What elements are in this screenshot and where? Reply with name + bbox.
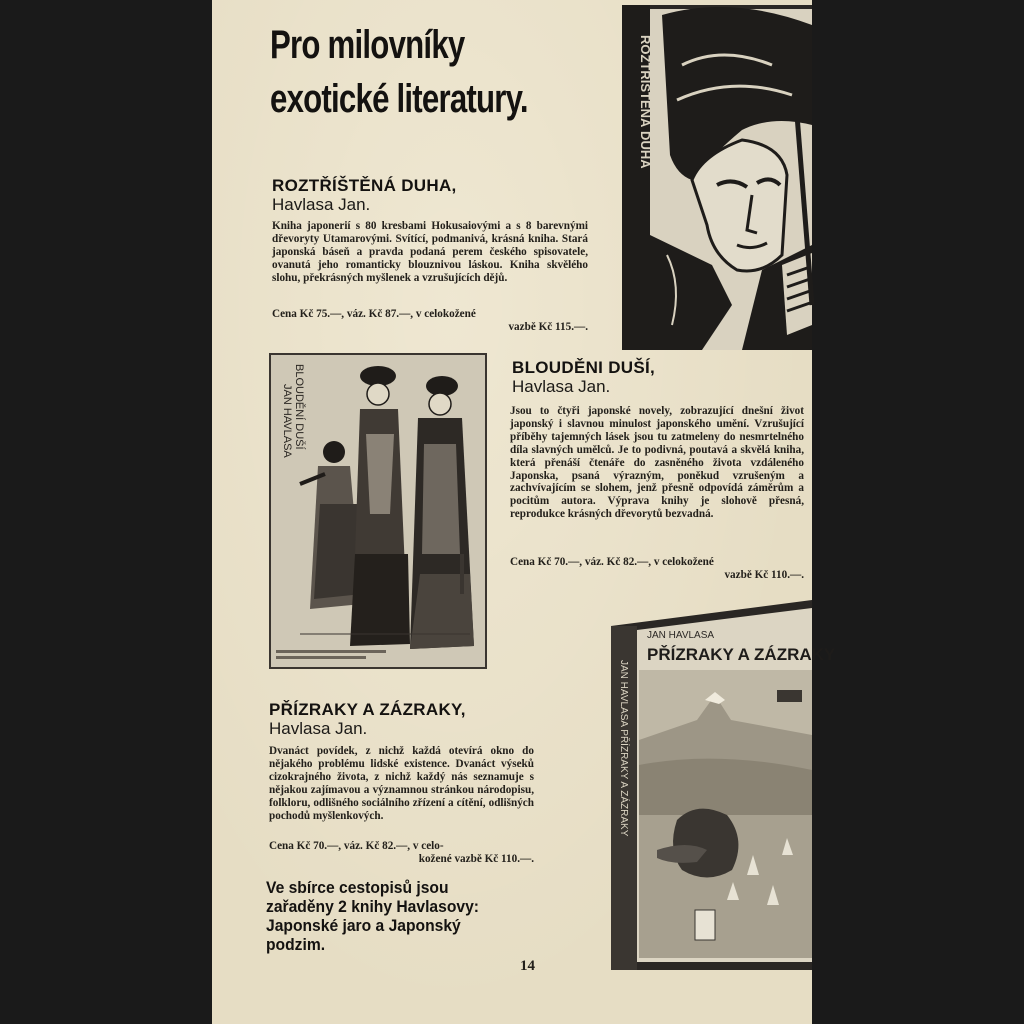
book-price-2-line1: Cena Kč 70.—, váz. Kč 82.—, v celokožené (510, 556, 714, 568)
book-title-1: ROZTŘÍŠTĚNÁ DUHA, (272, 176, 457, 195)
book-price-2 (510, 556, 804, 582)
book-cover-bloudeni-dusi (270, 354, 486, 668)
book-author-3: Havlasa Jan. (269, 719, 368, 738)
page-headline (270, 18, 535, 126)
catalog-page (212, 0, 836, 1024)
book-description-2: Jsou to čtyři japonské novely, zobrazující dnešní život japonský i slavnou minulost japonského umění. Vzrušující příběhy tajemných lásek jsou tu zatmeleny do nesmrtelného díla slavných umělců. Je to podivná, poutavá a skvělá kniha, která přenáší čtenáře do zasněného života vzdáleného Japonska, psaná výrazným, poněkud vzrušeným a zachvívajícím se slohem, jenž přesně odpovídá záměrům a pocitům autora. Výprava knihy je slohově přesná, reprodukce krásných dřevorytů bezvadná. (510, 405, 804, 521)
book-price-3 (269, 840, 534, 866)
cover1-spine-text: ROZTŘÍŠTĚNÁ DUHA (638, 35, 653, 169)
headline-line-1: Pro milovníky (270, 23, 465, 67)
page-number: 14 (520, 958, 535, 974)
book-description-1: Kniha japonerií s 80 kresbami Hokusaiovými a s 8 barevnými dřevoryty Utamarovými. Svítící, podmanivá, krásná kniha. Stará japonská báseň a pravda podaná perem českého spisovatele, ovanutá jeho romanticky blouznivou láskou. Kniha skvělého slohu, překrásných myšlenek a vzrušujících dějů. (272, 220, 588, 284)
collection-note: Ve sbírce cestopisů jsou zařaděny 2 knihy Havlasovy: Japonské jaro a Japonský podzim. (266, 878, 479, 954)
book-description-3: Dvanáct povídek, z nichž každá otevírá okno do nějakého problému lidské existence. Dvanáct výseků cizokrajného života, z nichž každý nás seznamuje s nějakou zajímavou a významnou stránkou národopisu, folkloru, odlišného sociálního zřízení a cítění, odlišných pochodů myšlenkových. (269, 745, 534, 822)
book-price-3-line2: kožené vazbě Kč 110.—. (418, 852, 534, 865)
book-price-1 (272, 308, 588, 334)
book-title-2: BLOUDĚNI DUŠÍ, (512, 358, 656, 377)
book-title-3: PŘÍZRAKY A ZÁZRAKY, (269, 700, 466, 719)
book-price-1-line2: vazbě Kč 115.—. (508, 320, 588, 333)
cover3-spine-text: JAN HAVLASA PŘÍZRAKY A ZÁZRAKY (618, 660, 629, 837)
book-price-2-line2: vazbě Kč 110.—. (724, 568, 804, 581)
dark-background (812, 0, 1024, 1024)
illus2-vertical-text-2: JAN HAVLASA (281, 384, 293, 458)
cover3-author: JAN HAVLASA (647, 630, 715, 641)
illus2-vertical-text-1: BLOUDĚNÍ DUŠÍ (293, 364, 305, 450)
book-price-3-line1: Cena Kč 70.—, váz. Kč 82.—, v celo- (269, 840, 444, 852)
book-author-1: Havlasa Jan. (272, 195, 371, 214)
cover3-title: PŘÍZRAKY A ZÁZRAKY (647, 645, 836, 664)
book-author-2: Havlasa Jan. (512, 377, 611, 396)
book-cover-roztristena-duha (622, 5, 812, 350)
book-price-1-line1: Cena Kč 75.—, váz. Kč 87.—, v celokožené (272, 308, 476, 320)
headline-line-2: exotické literatury. (270, 77, 528, 121)
book-cover-prizraky-a-zazraky (597, 600, 836, 970)
